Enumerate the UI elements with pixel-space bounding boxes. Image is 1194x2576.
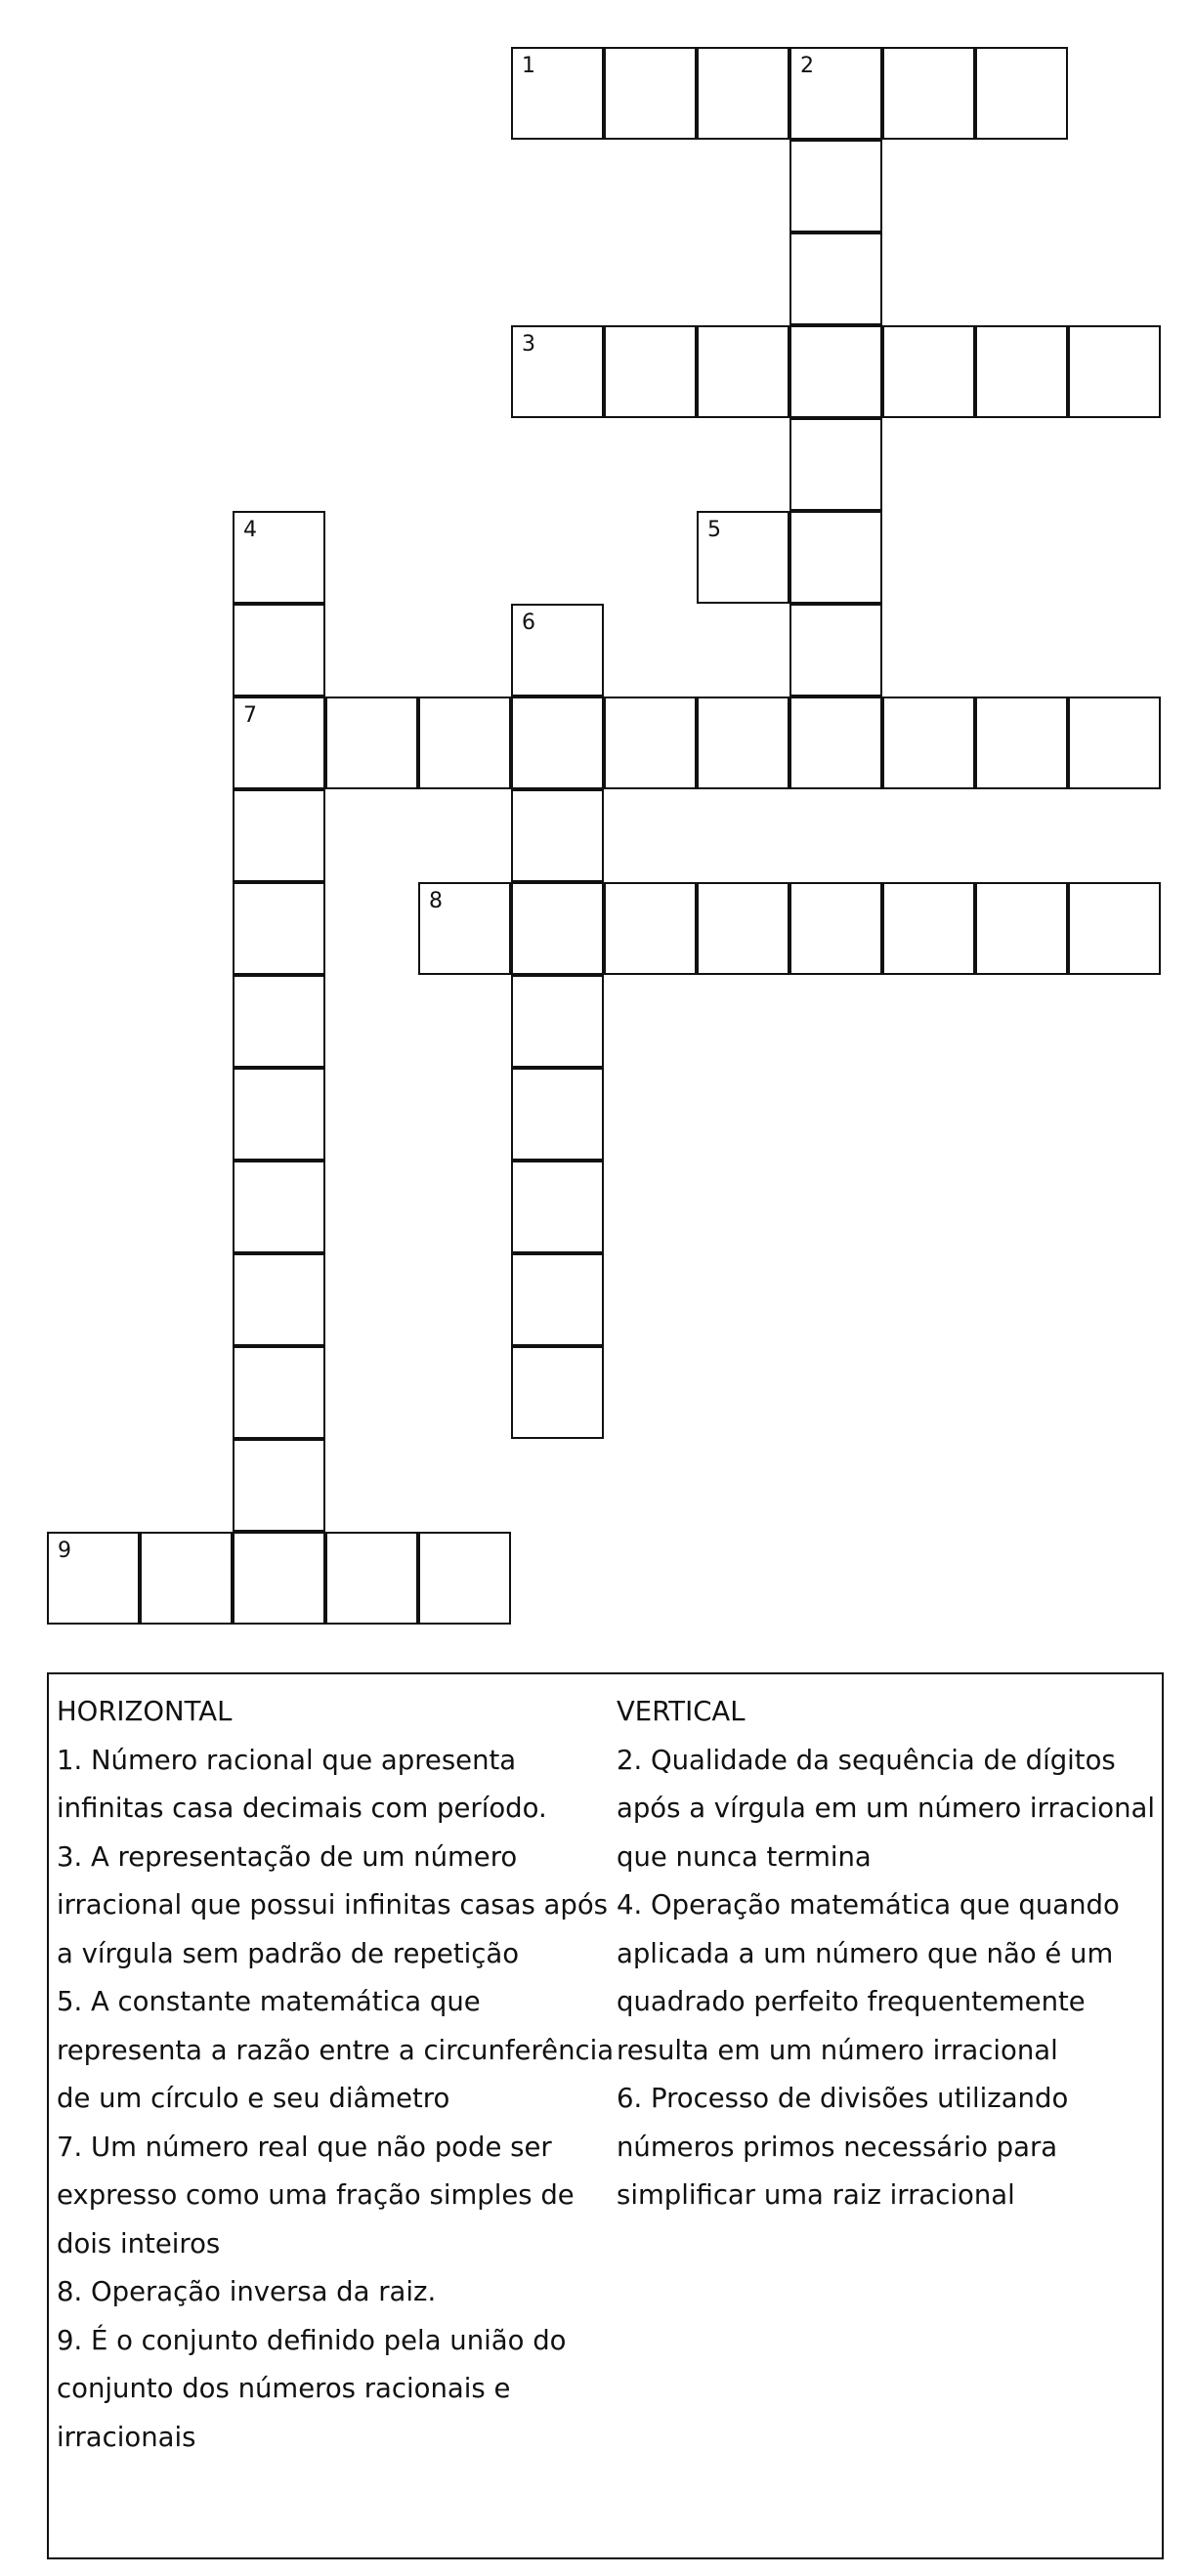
grid-cell[interactable] xyxy=(140,1532,233,1625)
grid-cell[interactable] xyxy=(511,882,604,975)
grid-cell[interactable] xyxy=(418,697,511,789)
grid-cell[interactable] xyxy=(1068,882,1161,975)
grid-cell[interactable] xyxy=(789,882,882,975)
grid-cell[interactable] xyxy=(233,1068,325,1161)
clue-number: 6 xyxy=(522,611,535,635)
grid-cell[interactable] xyxy=(604,697,697,789)
grid-cell[interactable] xyxy=(975,697,1068,789)
grid-cell[interactable] xyxy=(233,1161,325,1253)
clue-horizontal-1: 1. Número racional que apresenta infinitas casa decimais com período. xyxy=(57,1744,547,1824)
clue-horizontal-8: 8. Operação inversa da raiz. xyxy=(57,2276,437,2307)
clue-number: 4 xyxy=(243,518,257,542)
grid-cell[interactable] xyxy=(233,1532,325,1625)
grid-cell[interactable] xyxy=(511,325,604,418)
grid-cell[interactable] xyxy=(697,325,789,418)
grid-cell[interactable] xyxy=(882,882,975,975)
grid-cell[interactable] xyxy=(511,1346,604,1439)
grid-cell[interactable] xyxy=(789,47,882,140)
grid-cell[interactable] xyxy=(233,697,325,789)
vertical-clues xyxy=(617,1688,1159,2220)
grid-cell[interactable] xyxy=(233,604,325,697)
grid-cell[interactable] xyxy=(789,232,882,325)
grid-cell[interactable] xyxy=(789,697,882,789)
grid-cell[interactable] xyxy=(789,604,882,697)
grid-cell[interactable] xyxy=(697,882,789,975)
grid-cell[interactable] xyxy=(233,1253,325,1346)
clue-number: 3 xyxy=(522,332,535,357)
grid-cell[interactable] xyxy=(882,325,975,418)
clue-horizontal-3: 3. A representação de um número irracional que possui infinitas casas após a vírgula sem padrão de repetição xyxy=(57,1840,609,1969)
grid-cell[interactable] xyxy=(789,325,882,418)
grid-cell[interactable] xyxy=(604,325,697,418)
grid-cell[interactable] xyxy=(233,882,325,975)
clue-number: 9 xyxy=(58,1539,71,1563)
grid-cell[interactable] xyxy=(233,1439,325,1532)
clue-number: 2 xyxy=(800,54,814,78)
grid-cell[interactable] xyxy=(975,325,1068,418)
grid-cell[interactable] xyxy=(233,1346,325,1439)
grid-cell[interactable] xyxy=(511,1253,604,1346)
grid-cell[interactable] xyxy=(1068,325,1161,418)
grid-cell[interactable] xyxy=(418,882,511,975)
horizontal-clues xyxy=(57,1688,623,2462)
grid-cell[interactable] xyxy=(604,47,697,140)
grid-cell[interactable] xyxy=(697,47,789,140)
grid-cell[interactable] xyxy=(511,1161,604,1253)
horizontal-title: HORIZONTAL xyxy=(57,1696,233,1727)
grid-cell[interactable] xyxy=(789,140,882,232)
grid-cell[interactable] xyxy=(697,511,789,604)
grid-cell[interactable] xyxy=(1068,697,1161,789)
grid-cell[interactable] xyxy=(604,882,697,975)
grid-cell[interactable] xyxy=(789,418,882,511)
grid-cell[interactable] xyxy=(789,511,882,604)
grid-cell[interactable] xyxy=(697,697,789,789)
grid-cell[interactable] xyxy=(511,789,604,882)
grid-cell[interactable] xyxy=(511,47,604,140)
grid-cell[interactable] xyxy=(975,882,1068,975)
clue-vertical-6: 6. Processo de divisões utilizando números primos necessário para simplificar uma raiz irracional xyxy=(617,2083,1069,2211)
grid-cell[interactable] xyxy=(975,47,1068,140)
grid-cell[interactable] xyxy=(511,1068,604,1161)
grid-cell[interactable] xyxy=(882,47,975,140)
grid-cell[interactable] xyxy=(325,1532,418,1625)
clue-vertical-4: 4. Operação matemática que quando aplicada a um número que não é um quadrado perfeito frequentemente resulta em um número irracional xyxy=(617,1889,1120,2066)
grid-cell[interactable] xyxy=(233,511,325,604)
clue-number: 5 xyxy=(707,518,721,542)
grid-cell[interactable] xyxy=(325,697,418,789)
grid-cell[interactable] xyxy=(511,975,604,1068)
grid-cell[interactable] xyxy=(511,604,604,697)
vertical-title: VERTICAL xyxy=(617,1696,746,1727)
grid-cell[interactable] xyxy=(233,789,325,882)
clue-horizontal-5: 5. A constante matemática que representa a razão entre a circunferência de um círculo e seu diâmetro xyxy=(57,1986,615,2114)
clue-number: 1 xyxy=(522,54,535,78)
clue-horizontal-9: 9. É o conjunto definido pela união do conjunto dos números racionais e irracionais xyxy=(57,2324,567,2453)
grid-cell[interactable] xyxy=(418,1532,511,1625)
clue-number: 7 xyxy=(243,703,257,728)
grid-cell[interactable] xyxy=(882,697,975,789)
clues-box xyxy=(47,1672,1164,2559)
clue-vertical-2: 2. Qualidade da sequência de dígitos após a vírgula em um número irracional que nunca termina xyxy=(617,1744,1156,1873)
grid-cell[interactable] xyxy=(511,697,604,789)
clue-horizontal-7: 7. Um número real que não pode ser expresso como uma fração simples de dois inteiros xyxy=(57,2131,575,2259)
grid-cell[interactable] xyxy=(233,975,325,1068)
clue-number: 8 xyxy=(429,889,443,913)
grid-cell[interactable] xyxy=(47,1532,140,1625)
